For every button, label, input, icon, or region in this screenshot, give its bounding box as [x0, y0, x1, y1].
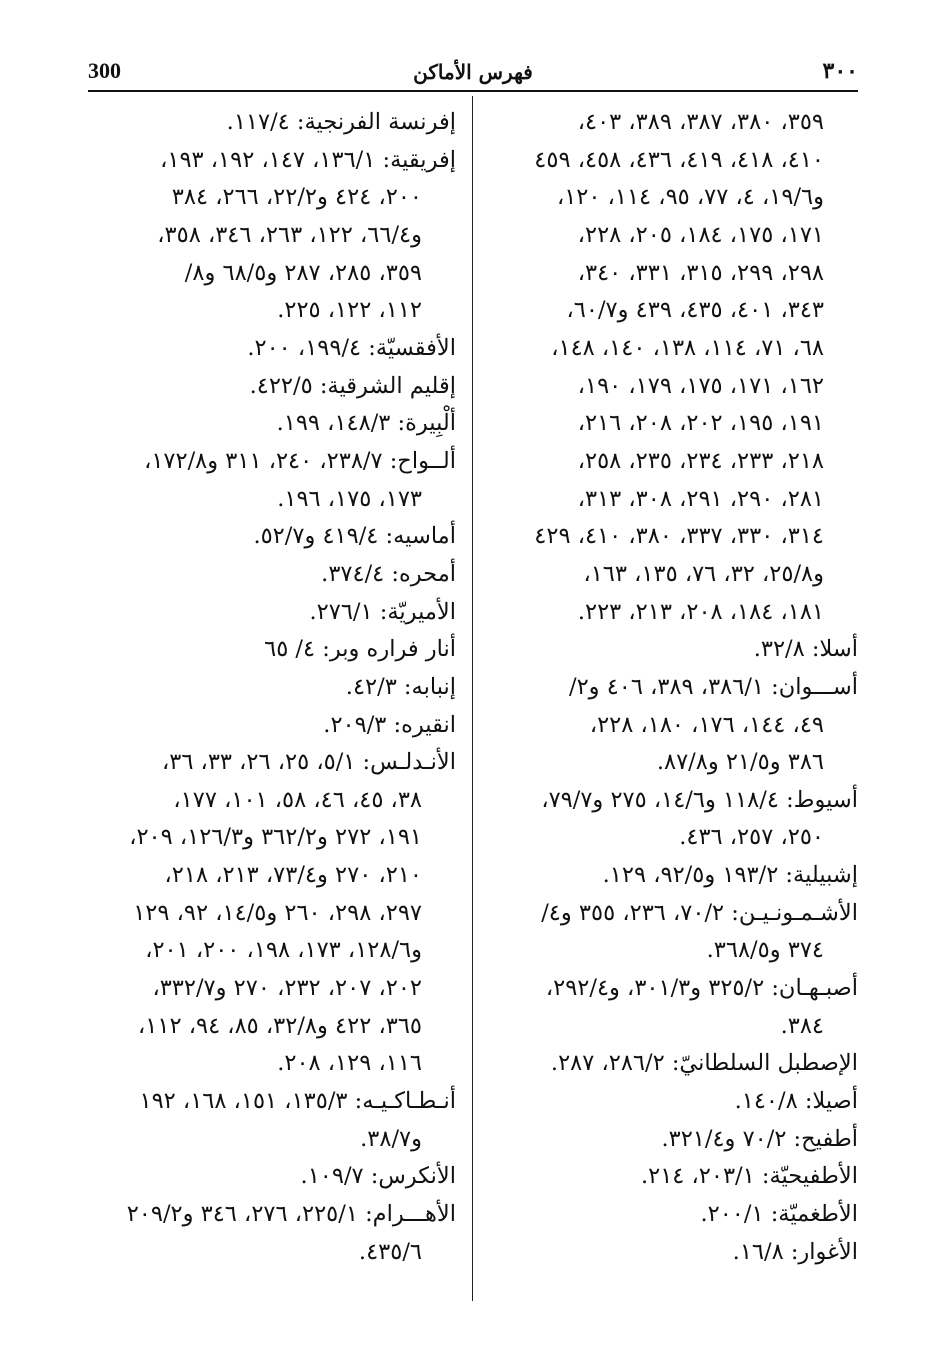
index-entry: [84, 594, 456, 632]
entry-continuation-line: ٣٨٤.: [780, 1012, 824, 1039]
index-entry: [492, 970, 858, 1045]
index-entry: [84, 556, 456, 594]
index-entry: [84, 669, 456, 707]
entry-continuation-line: ٢٥٠، ٢٥٧، ٤٣٦.: [679, 824, 824, 851]
entry-continuation-line: ٣٤٣، ٤٠١، ٤٣٥، ٤٣٩ و٦٠/٧،: [566, 297, 824, 324]
entry-continuation-line: ٣٦٥، ٤٢٢ و٣٢/٨، ٨٥، ٩٤، ١١٢،: [138, 1012, 422, 1039]
entry-heading-line: أســـوان: ٣٨٦/١، ٣٨٩، ٤٠٦ و٢/: [568, 673, 858, 700]
entry-continuation-line: ٣٧٤ و٣٦٨/٥.: [706, 937, 824, 964]
index-entry: [84, 1158, 456, 1196]
page-number-arabic: ٣٠٠: [822, 58, 858, 84]
index-entry: [84, 142, 456, 330]
entry-heading-line: أسيوط: ١١٨/٤ و١٤/٦، ٢٧٥ و٧٩/٧،: [541, 786, 858, 813]
entry-continuation-line: ٣٥٩، ٢٨٥، ٢٨٧ و٦٨/٥ و٨/: [184, 259, 422, 286]
left-column: [84, 104, 456, 1271]
index-entry: [492, 669, 858, 782]
entry-continuation-line: ٣١٤، ٣٣٠، ٣٣٧، ٣٨٠، ٤١٠، ٤٢٩: [534, 523, 824, 550]
entry-heading-line: الأغوار: ١٦/٨.: [732, 1238, 858, 1265]
index-entry: [84, 1083, 456, 1158]
entry-continuation-line: ١٨١، ١٨٤، ٢٠٨، ٢١٣، ٢٢٣.: [577, 598, 824, 625]
entry-heading-line: أماسيه: ٤١٩/٤ و٥٢/٧.: [253, 523, 456, 550]
index-entry: [492, 1045, 858, 1083]
entry-continuation-line: ١٧١، ١٧٥، ١٨٤، ٢٠٥، ٢٢٨،: [577, 221, 824, 248]
entry-continuation-line: ٣٨، ٤٥، ٤٦، ٥٨، ١٠١، ١٧٧،: [173, 786, 422, 813]
index-entry: [492, 104, 858, 631]
index-entry: [492, 895, 858, 970]
index-entry: [84, 518, 456, 556]
index-entry: [492, 1196, 858, 1234]
entry-heading-line: ٣٥٩، ٣٨٠، ٣٨٧، ٣٨٩، ٤٠٣،: [577, 109, 824, 135]
entry-heading-line: ألــواح: ٢٣٨/٧، ٢٤٠، ٣١١ و١٧٢/٨،: [144, 447, 456, 474]
entry-continuation-line: و١٢٨/٦، ١٧٣، ١٩٨، ٢٠٠، ٢٠١،: [145, 937, 422, 964]
entry-heading-line: الأطفيحيّة: ٢٠٣/١، ٢١٤.: [640, 1163, 858, 1190]
entry-heading-line: ألْبِيرة: ١٤٨/٣، ١٩٩.: [276, 410, 456, 437]
entry-heading-line: انقيره: ٢٠٩/٣.: [323, 711, 456, 738]
entry-continuation-line: و١٩/٦، ٤، ٧٧، ٩٥، ١١٤، ١٢٠،: [556, 184, 824, 211]
index-entry: [84, 104, 456, 142]
index-entry: [84, 707, 456, 745]
index-entry: [492, 1083, 858, 1121]
entry-heading-line: إفرنسة الفرنجية: ١١٧/٤.: [226, 109, 456, 135]
entry-heading-line: إنبابه: ٤٢/٣.: [345, 673, 456, 700]
index-entry: [84, 330, 456, 368]
index-entry: [84, 631, 456, 669]
entry-continuation-line: ١٩١، ١٩٥، ٢٠٢، ٢٠٨، ٢١٦،: [577, 410, 824, 437]
entry-heading-line: الأفقسيّة: ١٩٩/٤، ٢٠٠.: [247, 334, 456, 361]
entry-continuation-line: ٦٨، ٧١، ١١٤، ١٣٨، ١٤٠، ١٤٨،: [551, 334, 824, 361]
entry-continuation-line: و٦٦/٤، ١٢٢، ٢٦٣، ٣٤٦، ٣٥٨،: [157, 221, 422, 248]
entry-continuation-line: ٢٠٠، ٤٢٤ و٢٢/٢، ٢٦٦، ٣٨٤: [171, 184, 422, 211]
entry-heading-line: الإصطبل السلطانيّ: ٢٨٦/٢، ٢٨٧.: [550, 1050, 858, 1077]
index-entry: [84, 368, 456, 406]
index-entry: [84, 405, 456, 443]
entry-heading-line: إفريقية: ١٣٦/١، ١٤٧، ١٩٢، ١٩٣،: [160, 146, 456, 173]
entry-heading-line: أمحره: ٣٧٤/٤.: [321, 560, 456, 587]
entry-heading-line: أنار فراره وبر: ٤/ ٦٥: [264, 636, 456, 663]
entry-heading-line: إقليم الشرقية: ٤٢٢/٥.: [249, 372, 456, 399]
entry-heading-line: الأهـــرام: ٢٢٥/١، ٢٧٦، ٣٤٦ و٢٠٩/٢: [126, 1201, 456, 1228]
running-title: فهرس الأماكن: [413, 60, 533, 84]
entry-continuation-line: ١١٦، ١٢٩، ٢٠٨.: [277, 1050, 422, 1077]
index-entry: [492, 1234, 858, 1272]
entry-continuation-line: ٤٩، ١٤٤، ١٧٦، ١٨٠، ٢٢٨،: [589, 711, 824, 738]
index-entry: [492, 857, 858, 895]
entry-heading-line: أطفيح: ٧٠/٢ و٣٢١/٤.: [661, 1125, 858, 1152]
page-number-latin: 300: [88, 58, 121, 83]
index-entry: [492, 631, 858, 669]
entry-continuation-line: ٢٠٢، ٢٠٧، ٢٣٢، ٢٧٠ و٣٣٢/٧،: [152, 975, 422, 1002]
entry-heading-line: أسلا: ٣٢/٨.: [753, 636, 858, 663]
entry-continuation-line: ٤١٠، ٤١٨، ٤١٩، ٤٣٦، ٤٥٨، ٤٥٩: [534, 146, 824, 173]
entry-continuation-line: ١١٢، ١٢٢، ٢٢٥.: [277, 297, 422, 324]
entry-continuation-line: ٢٩٧، ٢٩٨، ٢٦٠ و١٤/٥، ٩٢، ١٢٩: [133, 899, 422, 926]
entry-heading-line: إشبيلية: ١٩٣/٢ و٩٢/٥، ١٢٩.: [602, 862, 858, 889]
entry-heading-line: الأميريّة: ٢٧٦/١.: [309, 598, 456, 625]
page-header: [88, 56, 858, 92]
entry-heading-line: أصبـهـان: ٣٢٥/٢ و٣٠١/٣، و٢٩٢/٤،: [545, 975, 858, 1002]
entry-continuation-line: ١٦٢، ١٧١، ١٧٥، ١٧٩، ١٩٠،: [577, 372, 824, 399]
entry-heading-line: الأنـدلـس: ٥/١، ٢٥، ٢٦، ٣٣، ٣٦،: [161, 749, 456, 776]
entry-continuation-line: و٣٨/٧.: [360, 1125, 422, 1152]
entry-continuation-line: ٣٨٦ و٢١/٥ و٨٧/٨.: [656, 749, 824, 776]
index-entry: [84, 443, 456, 518]
entry-continuation-line: ١٧٣، ١٧٥، ١٩٦.: [277, 485, 422, 512]
entry-continuation-line: ١٩١، ٢٧٢ و٣٦٢/٢ و١٢٦/٣، ٢٠٩،: [129, 824, 422, 851]
index-entry: [492, 782, 858, 857]
entry-heading-line: الأشـمـونـيـن: ٧٠/٢، ٢٣٦، ٣٥٥ و٤/: [541, 899, 858, 926]
column-divider: [472, 96, 473, 1301]
entry-heading-line: الأطغميّة: ٢٠٠/١.: [700, 1201, 858, 1228]
index-entry: [492, 1121, 858, 1159]
entry-continuation-line: ٢٩٨، ٢٩٩، ٣١٥، ٣٣١، ٣٤٠،: [577, 259, 824, 286]
entry-continuation-line: ٢١٨، ٢٣٣، ٢٣٤، ٢٣٥، ٢٥٨،: [577, 447, 824, 474]
entry-continuation-line: و٢٥/٨، ٣٢، ٧٦، ١٣٥، ١٦٣،: [583, 560, 824, 587]
entry-heading-line: أنـطـاكـيـه: ١٣٥/٣، ١٥١، ١٦٨، ١٩٢: [139, 1088, 456, 1115]
entry-heading-line: الأنكرس: ١٠٩/٧.: [300, 1163, 456, 1190]
entry-continuation-line: ٢٨١، ٢٩٠، ٢٩١، ٣٠٨، ٣١٣،: [577, 485, 824, 512]
index-entry: [84, 744, 456, 1083]
index-entry: [84, 1196, 456, 1271]
entry-heading-line: أصيلا: ١٤٠/٨.: [734, 1088, 858, 1115]
right-column: [492, 104, 858, 1271]
entry-continuation-line: ٤٣٥/٦.: [358, 1238, 422, 1265]
entry-continuation-line: ٢١٠، ٢٧٠ و٧٣/٤، ٢١٣، ٢١٨،: [164, 862, 422, 889]
index-entry: [492, 1158, 858, 1196]
